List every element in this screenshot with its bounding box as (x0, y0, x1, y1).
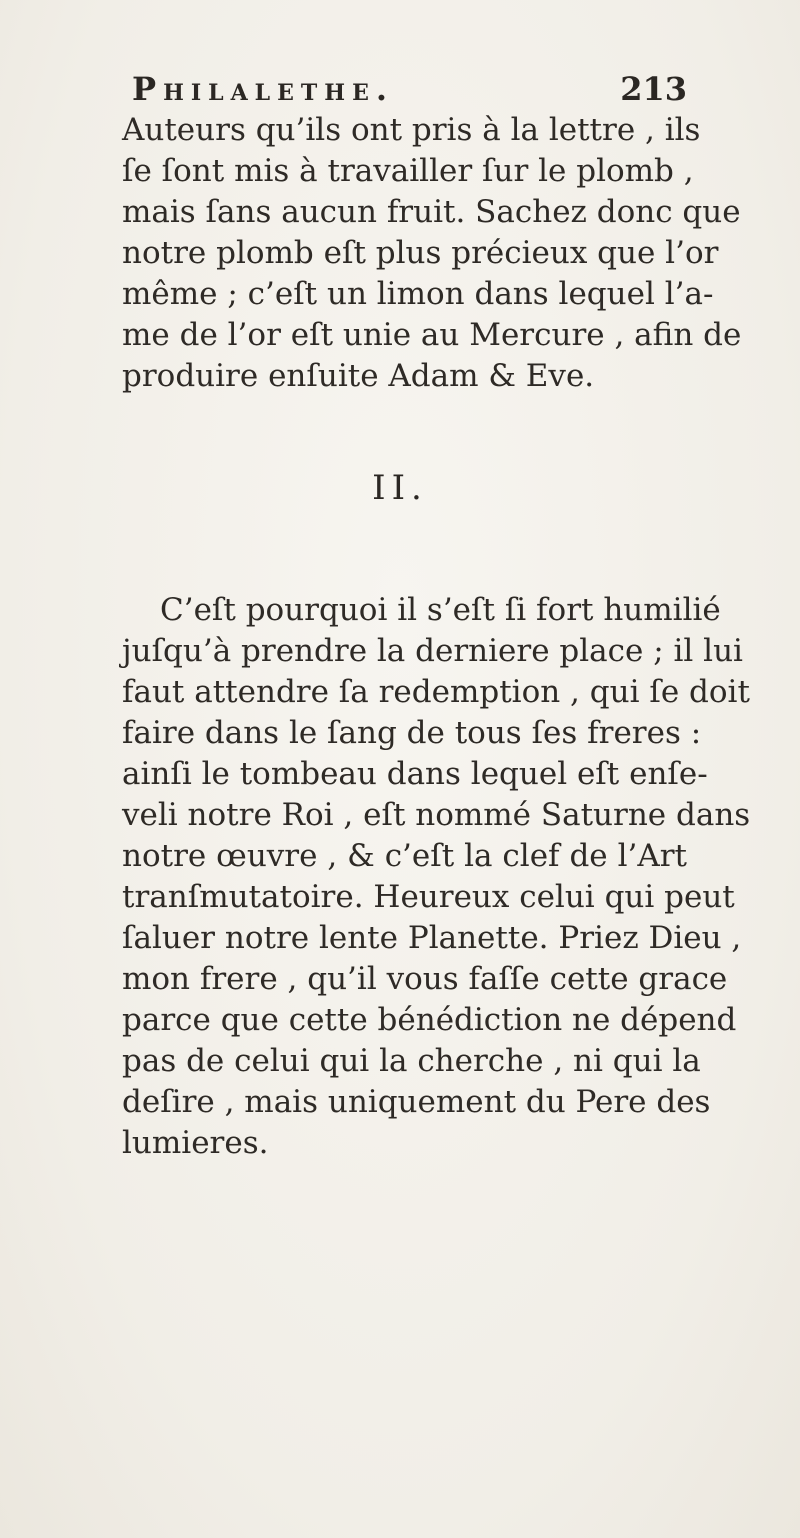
text-line: produire enſuite Adam & Eve. (122, 358, 595, 394)
running-title: Philalethe. (132, 70, 394, 108)
text-line: pas de celui qui la cherche , ni qui la (122, 1043, 701, 1079)
text-line: lumieres. (122, 1125, 269, 1161)
text-line: Auteurs qu’ils ont pris à la lettre , ils (122, 112, 701, 148)
text-line: juſqu’à prendre la derniere place ; il lui (122, 633, 743, 669)
text-line: mon frere , qu’il vous faſſe cette grace (122, 961, 728, 997)
text-line: faut attendre ſa redemption , qui ſe doit (122, 674, 750, 710)
text-line: même ; c’eſt un limon dans lequel l’a- (122, 276, 714, 312)
page-number: 213 (620, 70, 687, 108)
text-line: ainſi le tombeau dans lequel eſt enſe- (122, 756, 708, 792)
text-line: C’eſt pourquoi il s’eſt ſi fort humilié (160, 592, 721, 628)
text-line: mais ſans aucun fruit. Sachez donc que (122, 194, 741, 230)
text-line: ſe ſont mis à travailler ſur le plomb , (122, 153, 694, 189)
text-line: faire dans le ſang de tous ſes freres : (122, 715, 702, 751)
running-head (122, 70, 687, 114)
text-line: ſaluer notre lente Planette. Priez Dieu , (122, 920, 742, 956)
text-line: me de l’or eſt unie au Mercure , afin de (122, 317, 742, 353)
section-number: II. (372, 468, 428, 508)
text-line: veli notre Roi , eſt nommé Saturne dans (122, 797, 751, 833)
text-line: parce que cette bénédiction ne dépend (122, 1002, 737, 1038)
text-line: notre plomb eſt plus précieux que l’or (122, 235, 719, 271)
text-line: deſire , mais uniquement du Pere des (122, 1084, 711, 1120)
text-line: notre œuvre , & c’eſt la clef de l’Art (122, 838, 687, 874)
text-line: tranſmutatoire. Heureux celui qui peut (122, 879, 735, 915)
